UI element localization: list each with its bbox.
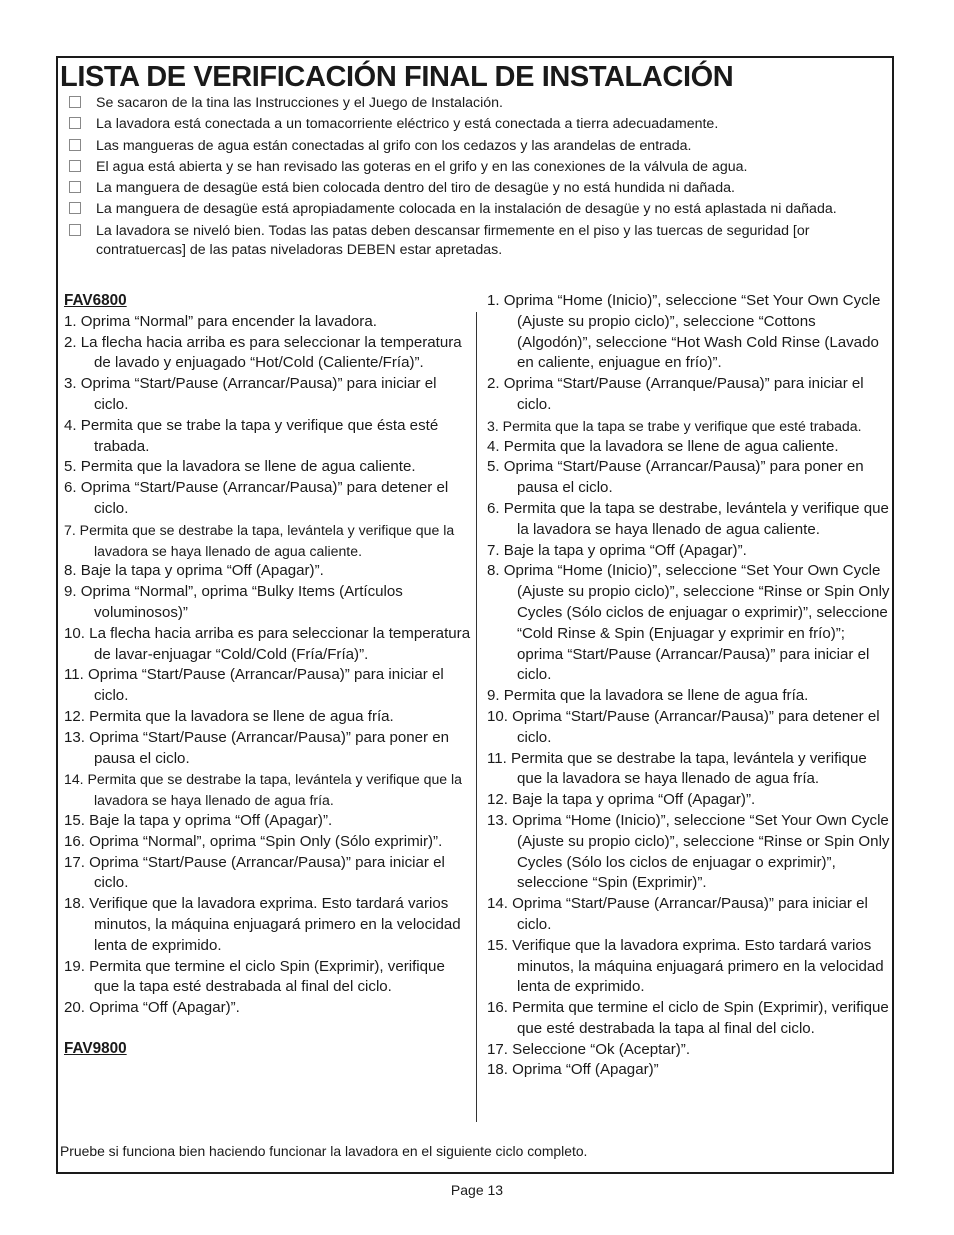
- step-item: 9. Oprima “Normal”, oprima “Bulky Items (Artículos voluminosos)”: [64, 583, 403, 621]
- step-item: 12. Permita que la lavadora se llene de agua fría.: [64, 707, 394, 725]
- checkbox[interactable]: [69, 224, 81, 236]
- fav6800-column: [64, 291, 474, 1060]
- checklist-item-text: La manguera de desagüe está bien colocada dentro del tiro de desagüe y no está hundida ni dañada.: [96, 180, 735, 197]
- step-item: 4. Permita que la lavadora se llene de agua caliente.: [487, 437, 839, 455]
- checklist-item: [68, 222, 894, 261]
- step-item: 10. La flecha hacia arriba es para seleccionar la temperatura de lavar-enjuagar “Cold/Cold (Fría/Fría)”.: [64, 624, 471, 663]
- step-item: 19. Permita que termine el ciclo Spin (Exprimir), verifique que la tapa esté destrabada al final del ciclo.: [64, 957, 445, 996]
- checklist-item-text: Las mangueras de agua están conectadas al grifo con los cedazos y las arandelas de entrada.: [96, 137, 692, 154]
- step-item: 14. Oprima “Start/Pause (Arrancar/Pausa)” para iniciar el ciclo.: [487, 895, 868, 933]
- checklist-item: [68, 179, 894, 199]
- step-item: 17. Oprima “Start/Pause (Arrancar/Pausa)” para iniciar el ciclo.: [64, 853, 445, 892]
- step-item: 3. Permita que la tapa se trabe y verifique que esté trabada.: [487, 417, 862, 434]
- step-item: 4. Permita que se trabe la tapa y verifique que ésta esté trabada.: [64, 416, 439, 455]
- fav6800-heading: FAV6800: [64, 292, 127, 309]
- checklist-item-text: La lavadora está conectada a un tomacorriente eléctrico y está conectada a tierra adecuadamente.: [96, 116, 719, 133]
- step-item: 20. Oprima “Off (Apagar)”.: [64, 999, 240, 1017]
- fav9800-column: [487, 291, 892, 1081]
- page-title: LISTA DE VERIFICACIÓN FINAL DE INSTALACIÓN: [60, 61, 734, 93]
- step-item: 14. Permita que se destrabe la tapa, levántela y verifique que la lavadora se haya llenado de agua fría.: [64, 771, 463, 809]
- step-item: 8. Baje la tapa y oprima “Off (Apagar)”.: [64, 562, 324, 580]
- step-item: 7. Baje la tapa y oprima “Off (Apagar)”.: [487, 541, 747, 559]
- step-item: 3. Oprima “Start/Pause (Arrancar/Pausa)” para iniciar el ciclo.: [64, 375, 437, 413]
- step-item: 1. Oprima “Normal” para encender la lavadora.: [64, 312, 377, 330]
- step-item: 2. Oprima “Start/Pause (Arranque/Pausa)” para iniciar el ciclo.: [487, 375, 864, 413]
- step-item: 7. Permita que se destrabe la tapa, levántela y verifique que la lavadora se haya llenado de agua caliente.: [64, 521, 455, 559]
- checklist-item: [68, 200, 894, 220]
- checklist-item-text: Se sacaron de la tina las Instrucciones y el Juego de Instalación.: [96, 95, 503, 111]
- step-item: 16. Oprima “Normal”, oprima “Spin Only (Sólo exprimir)”.: [64, 832, 443, 850]
- checklist-item-text: El agua está abierta y se han revisado las goteras en el grifo y en las conexiones de la válvula de agua.: [96, 158, 748, 175]
- checkbox[interactable]: [69, 160, 81, 172]
- checklist: [68, 94, 894, 263]
- step-item: 6. Oprima “Start/Pause (Arrancar/Pausa)” para detener el ciclo.: [64, 479, 449, 517]
- step-item: 11. Oprima “Start/Pause (Arrancar/Pausa)” para iniciar el ciclo.: [64, 666, 444, 705]
- step-item: 17. Seleccione “Ok (Aceptar)”.: [487, 1040, 691, 1058]
- step-item: 10. Oprima “Start/Pause (Arrancar/Pausa)” para detener el ciclo.: [487, 707, 880, 746]
- checklist-item: [68, 94, 894, 114]
- step-item: 18. Verifique que la lavadora exprima. Esto tardará varios minutos, la máquina enjuagará primero en la velocidad lenta de exprimido.: [64, 895, 461, 954]
- step-item: 6. Permita que la tapa se destrabe, levántela y verifique que la lavadora se haya llenado de agua caliente.: [487, 499, 889, 538]
- fav6800-steps: [64, 312, 474, 1019]
- step-item: 13. Oprima “Start/Pause (Arrancar/Pausa)” para poner en pausa el ciclo.: [64, 728, 450, 767]
- step-item: 16. Permita que termine el ciclo de Spin (Exprimir), verifique que esté destrabada la tapa al final del ciclo.: [487, 999, 889, 1037]
- step-item: 2. La flecha hacia arriba es para seleccionar la temperatura de lavado y enjuagado “Hot/Cold (Caliente/Fría)”.: [64, 333, 462, 372]
- bottom-note: Pruebe si funciona bien haciendo funcionar la lavadora en el siguiente ciclo completo.: [60, 1143, 588, 1159]
- step-item: 12. Baje la tapa y oprima “Off (Apagar)”.: [487, 791, 756, 809]
- checklist-item-text: La lavadora se niveló bien. Todas las patas deben descansar firmemente en el piso y las tuercas de seguridad [or contratuercas] de las patas niveladoras DEBEN estar apretadas.: [96, 222, 810, 259]
- page-number: Page 13: [450, 1182, 504, 1198]
- fav9800-heading: FAV9800: [64, 1039, 127, 1057]
- step-item: 11. Permita que se destrabe la tapa, levántela y verifique que la lavadora se haya llenado de agua fría.: [487, 749, 867, 788]
- checkbox[interactable]: [69, 202, 81, 214]
- step-item: 5. Permita que la lavadora se llene de agua caliente.: [64, 458, 416, 476]
- checkbox[interactable]: [69, 139, 81, 151]
- checklist-item: [68, 137, 894, 157]
- checklist-item: [68, 115, 894, 135]
- step-item: 18. Oprima “Off (Apagar)”: [487, 1061, 659, 1079]
- step-item: 8. Oprima “Home (Inicio)”, seleccione “Set Your Own Cycle (Ajuste su propio ciclo)”, seleccione “Rinse or Spin Only Cycles (Sólo ciclos de enjuagar o exprimir)”, seleccione “Cold Rinse & Spin (Enjuagar y exprimir en frío)”; oprima “Start/Pause (Arrancar/Pausa)” para iniciar el ciclo.: [487, 562, 890, 684]
- checklist-item: [68, 158, 894, 178]
- step-item: 15. Verifique que la lavadora exprima. Esto tardará varios minutos, la máquina enjuagará primero en la velocidad lenta de exprimido.: [487, 936, 884, 996]
- step-item: 9. Permita que la lavadora se llene de agua fría.: [487, 687, 809, 705]
- checkbox[interactable]: [69, 181, 81, 193]
- checkbox[interactable]: [69, 117, 81, 129]
- checkbox[interactable]: [69, 96, 81, 108]
- column-divider: [476, 312, 477, 1122]
- step-item: 5. Oprima “Start/Pause (Arrancar/Pausa)” para poner en pausa el ciclo.: [487, 458, 864, 497]
- step-item: 15. Baje la tapa y oprima “Off (Apagar)”.: [64, 811, 333, 829]
- step-item: 13. Oprima “Home (Inicio)”, seleccione “Set Your Own Cycle (Ajuste su propio ciclo)”, seleccione “Rinse or Spin Only Cycles (Sólo los ciclos de enjuagar o exprimir)”, seleccione “Spin (Exprimir)”.: [487, 811, 890, 892]
- step-item: 1. Oprima “Home (Inicio)”, seleccione “Set Your Own Cycle (Ajuste su propio ciclo)”, seleccione “Cottons (Algodón)”, seleccione “Hot Wash Cold Rinse (Lavado en caliente, enjuague en frío)”.: [487, 292, 881, 372]
- checklist-item-text: La manguera de desagüe está apropiadamente colocada en la instalación de desagüe y no está aplastada ni dañada.: [96, 201, 837, 218]
- fav9800-steps: [487, 291, 892, 1081]
